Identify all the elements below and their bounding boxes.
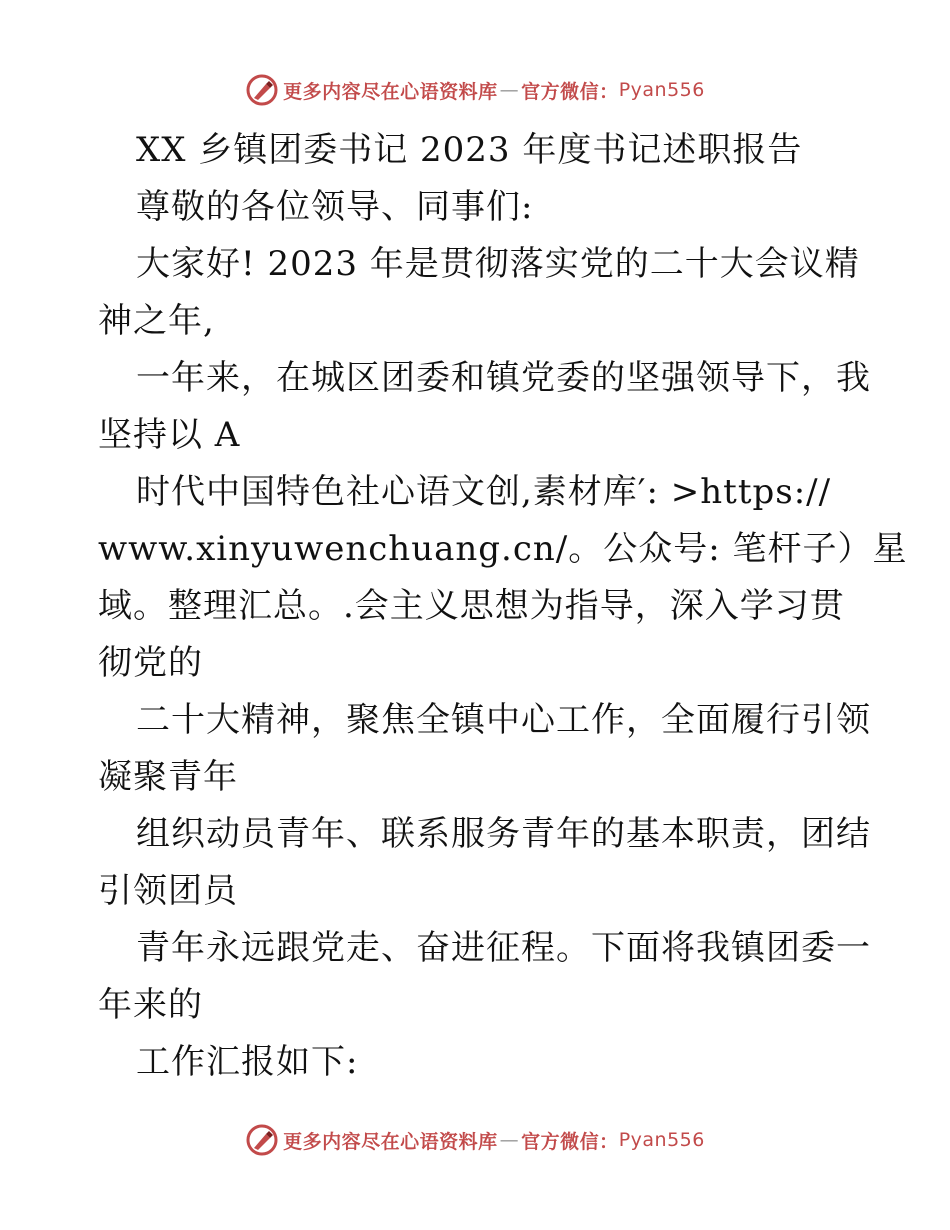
body-line: 坚持以 A	[98, 415, 241, 455]
body-line: 青年永远跟党走、奋进征程。下面将我镇团委一	[136, 928, 871, 968]
body-line: 域。整理汇总。.会主义思想为指导，深入学习贯	[98, 586, 845, 626]
body-line: 引领团员	[98, 871, 238, 911]
document-title: XX 乡镇团委书记 2023 年度书记述职报告	[136, 130, 803, 170]
watermark-wechat-label: 官方微信：	[521, 80, 619, 103]
watermark-separator: —	[499, 1129, 520, 1151]
salutation: 尊敬的各位领导、同事们:	[136, 187, 534, 227]
body-line: 组织动员青年、联系服务青年的基本职责，团结	[136, 814, 871, 854]
body-line: www.xinyuwenchuang.cn/。公众号: 笔杆子）星	[98, 529, 908, 569]
watermark-wechat-account: Pyan556	[618, 1129, 705, 1151]
body-line: 神之年,	[98, 301, 215, 341]
header-watermark	[0, 70, 950, 110]
body-line: 工作汇报如下:	[136, 1042, 359, 1082]
watermark-text: 更多内容尽在心语资料库	[283, 80, 498, 103]
document-body	[98, 122, 908, 1091]
body-line: 时代中国特色社心语文创,素材库′: >https://	[136, 472, 832, 512]
pen-seal-icon	[245, 73, 279, 107]
body-line: 彻党的	[98, 643, 203, 683]
body-line: 凝聚青年	[98, 757, 238, 797]
watermark-wechat-label: 官方微信：	[521, 1130, 619, 1153]
body-line: 年来的	[98, 985, 203, 1025]
body-line: 大家好! 2023 年是贯彻落实党的二十大会议精	[136, 244, 860, 284]
watermark-text: 更多内容尽在心语资料库	[283, 1130, 498, 1153]
body-line: 一年来，在城区团委和镇党委的坚强领导下，我	[136, 358, 871, 398]
watermark-wechat-account: Pyan556	[618, 79, 705, 101]
footer-watermark	[0, 1120, 950, 1160]
pen-seal-icon	[245, 1123, 279, 1157]
body-line: 二十大精神，聚焦全镇中心工作，全面履行引领	[136, 700, 871, 740]
watermark-separator: —	[499, 79, 520, 101]
